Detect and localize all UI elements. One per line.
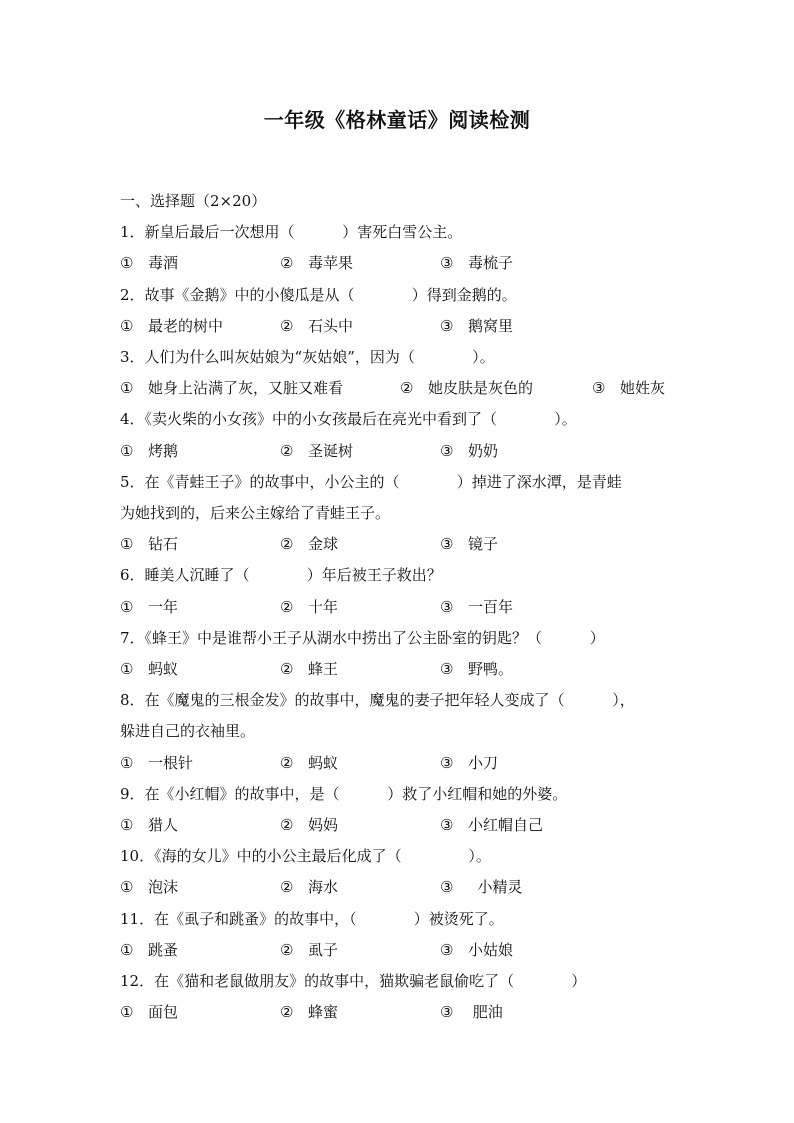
answer-option <box>120 877 178 897</box>
question-text: 6．睡美人沉睡了（ ）年后被王子救出？ <box>120 566 442 584</box>
option-number: ③ <box>440 941 454 959</box>
option-number: ③ <box>440 754 454 772</box>
option-text: 圣诞树 <box>308 442 354 460</box>
option-number: ① <box>120 754 134 772</box>
answer-option <box>120 1002 178 1022</box>
answer-option <box>280 877 338 897</box>
option-number: ① <box>120 254 134 272</box>
option-text: 蜂蜜 <box>308 1003 339 1021</box>
option-number: ① <box>120 660 134 678</box>
answer-option <box>440 1002 503 1022</box>
option-number: ② <box>400 379 414 397</box>
option-number: ② <box>280 317 294 335</box>
option-text: 十年 <box>308 598 339 616</box>
option-number: ① <box>120 379 134 397</box>
answer-option <box>592 378 665 398</box>
option-text: 一百年 <box>468 598 514 616</box>
option-text: 一年 <box>148 598 179 616</box>
answer-option <box>120 753 193 773</box>
question-text: 9．在《小红帽》的故事中，是（ ）救了小红帽和她的外婆。 <box>120 785 568 803</box>
option-text: 鹅窝里 <box>468 317 514 335</box>
answer-option <box>120 940 178 960</box>
answer-option <box>120 378 343 398</box>
option-text: 镜子 <box>468 535 499 553</box>
option-number: ③ <box>592 379 606 397</box>
answer-option <box>440 940 513 960</box>
option-text: 猎人 <box>148 816 179 834</box>
option-number: ③ <box>440 816 454 834</box>
option-text: 跳蚤 <box>148 941 179 959</box>
option-text: 一根针 <box>148 754 194 772</box>
answer-option <box>120 597 178 617</box>
option-text: 金球 <box>308 535 339 553</box>
question-text: 11．在《虱子和跳蚤》的故事中，（ ）被烫死了。 <box>120 910 504 928</box>
answer-option <box>120 253 178 273</box>
option-number: ① <box>120 535 134 553</box>
option-number: ③ <box>440 1003 454 1021</box>
option-number: ② <box>280 754 294 772</box>
option-text: 蚂蚁 <box>148 660 179 678</box>
answer-option <box>280 1002 338 1022</box>
option-text: 小红帽自己 <box>468 816 544 834</box>
option-number: ③ <box>440 442 454 460</box>
answer-option <box>440 441 498 461</box>
question-text: 10．《海的女儿》中的小公主最后化成了（ ）。 <box>120 847 491 865</box>
option-text: 泡沫 <box>148 878 179 896</box>
option-number: ② <box>280 598 294 616</box>
question-text: 躲进自己的衣袖里。 <box>120 722 256 740</box>
option-number: ③ <box>440 317 454 335</box>
option-text: 毒梳子 <box>468 254 514 272</box>
answer-option <box>280 940 338 960</box>
answer-option <box>280 659 338 679</box>
option-text: 海水 <box>308 878 339 896</box>
question-text: 1．新皇后最后一次想用（ ）害死白雪公主。 <box>120 223 463 241</box>
answer-option <box>440 659 513 679</box>
option-number: ② <box>280 535 294 553</box>
option-number: ② <box>280 1003 294 1021</box>
option-number: ① <box>120 317 134 335</box>
option-text: 她姓灰 <box>620 379 666 397</box>
option-number: ② <box>280 442 294 460</box>
answer-option <box>440 316 513 336</box>
option-text: 妈妈 <box>308 816 339 834</box>
answer-option <box>440 815 543 835</box>
question-text: 7．《蜂王》中是谁帮小王子从湖水中捞出了公主卧室的钥匙？（ ） <box>120 629 605 647</box>
option-number: ② <box>280 254 294 272</box>
option-number: ③ <box>440 254 454 272</box>
answer-option <box>440 253 513 273</box>
option-number: ① <box>120 598 134 616</box>
answer-option <box>280 534 338 554</box>
option-text: 烤鹅 <box>148 442 179 460</box>
option-text: 肥油 <box>468 1003 503 1021</box>
option-number: ① <box>120 878 134 896</box>
answer-option <box>440 877 523 897</box>
option-text: 石头中 <box>308 317 354 335</box>
answer-option <box>280 441 353 461</box>
option-number: ② <box>280 660 294 678</box>
question-text: 4．《卖火柴的小女孩》中的小女孩最后在亮光中看到了（ ）。 <box>120 410 577 428</box>
option-text: 她皮肤是灰色的 <box>428 379 534 397</box>
answer-option <box>400 378 533 398</box>
option-number: ③ <box>440 878 454 896</box>
option-number: ② <box>280 878 294 896</box>
option-text: 最老的树中 <box>148 317 224 335</box>
option-number: ① <box>120 816 134 834</box>
answer-option <box>280 253 353 273</box>
option-text: 小姑娘 <box>468 941 514 959</box>
question-text: 为她找到的，后来公主嫁给了青蛙王子。 <box>120 504 391 522</box>
option-text: 她身上沾满了灰，又脏又难看 <box>148 379 344 397</box>
option-text: 野鸭。 <box>468 660 514 678</box>
page-title: 一年级《格林童话》阅读检测 <box>263 108 531 132</box>
answer-option <box>120 815 178 835</box>
option-text: 虱子 <box>308 941 339 959</box>
option-text: 蜂王 <box>308 660 339 678</box>
option-text: 小精灵 <box>468 878 523 896</box>
question-text: 12．在《猫和老鼠做朋友》的故事中，猫欺骗老鼠偷吃了（ ） <box>120 972 587 990</box>
option-number: ③ <box>440 598 454 616</box>
answer-option <box>120 534 178 554</box>
option-text: 奶奶 <box>468 442 499 460</box>
option-text: 毒苹果 <box>308 254 354 272</box>
option-text: 蚂蚁 <box>308 754 339 772</box>
section-heading: 一、选择题（2×20） <box>120 192 267 210</box>
answer-option <box>280 316 353 336</box>
answer-option <box>120 659 178 679</box>
option-number: ③ <box>440 535 454 553</box>
answer-option <box>440 597 513 617</box>
answer-option <box>120 441 178 461</box>
question-text: 2．故事《金鹅》中的小傻瓜是从（ ）得到金鹅的。 <box>120 286 517 304</box>
question-text: 5．在《青蛙王子》的故事中，小公主的（ ）掉进了深水潭，是青蛙 <box>120 473 622 491</box>
answer-option <box>280 597 338 617</box>
option-number: ② <box>280 816 294 834</box>
option-number: ① <box>120 941 134 959</box>
option-text: 面包 <box>148 1003 179 1021</box>
option-text: 毒酒 <box>148 254 179 272</box>
answer-option <box>280 815 338 835</box>
option-number: ① <box>120 442 134 460</box>
answer-option <box>440 753 498 773</box>
answer-option <box>120 316 223 336</box>
option-number: ① <box>120 1003 134 1021</box>
option-text: 钻石 <box>148 535 179 553</box>
question-text: 8．在《魔鬼的三根金发》的故事中，魔鬼的妻子把年轻人变成了（ ）， <box>120 691 635 709</box>
option-number: ② <box>280 941 294 959</box>
answer-option <box>440 534 498 554</box>
option-text: 小刀 <box>468 754 499 772</box>
answer-option <box>280 753 338 773</box>
option-number: ③ <box>440 660 454 678</box>
question-text: 3．人们为什么叫灰姑娘为“灰姑娘”，因为（ ）。 <box>120 348 495 366</box>
